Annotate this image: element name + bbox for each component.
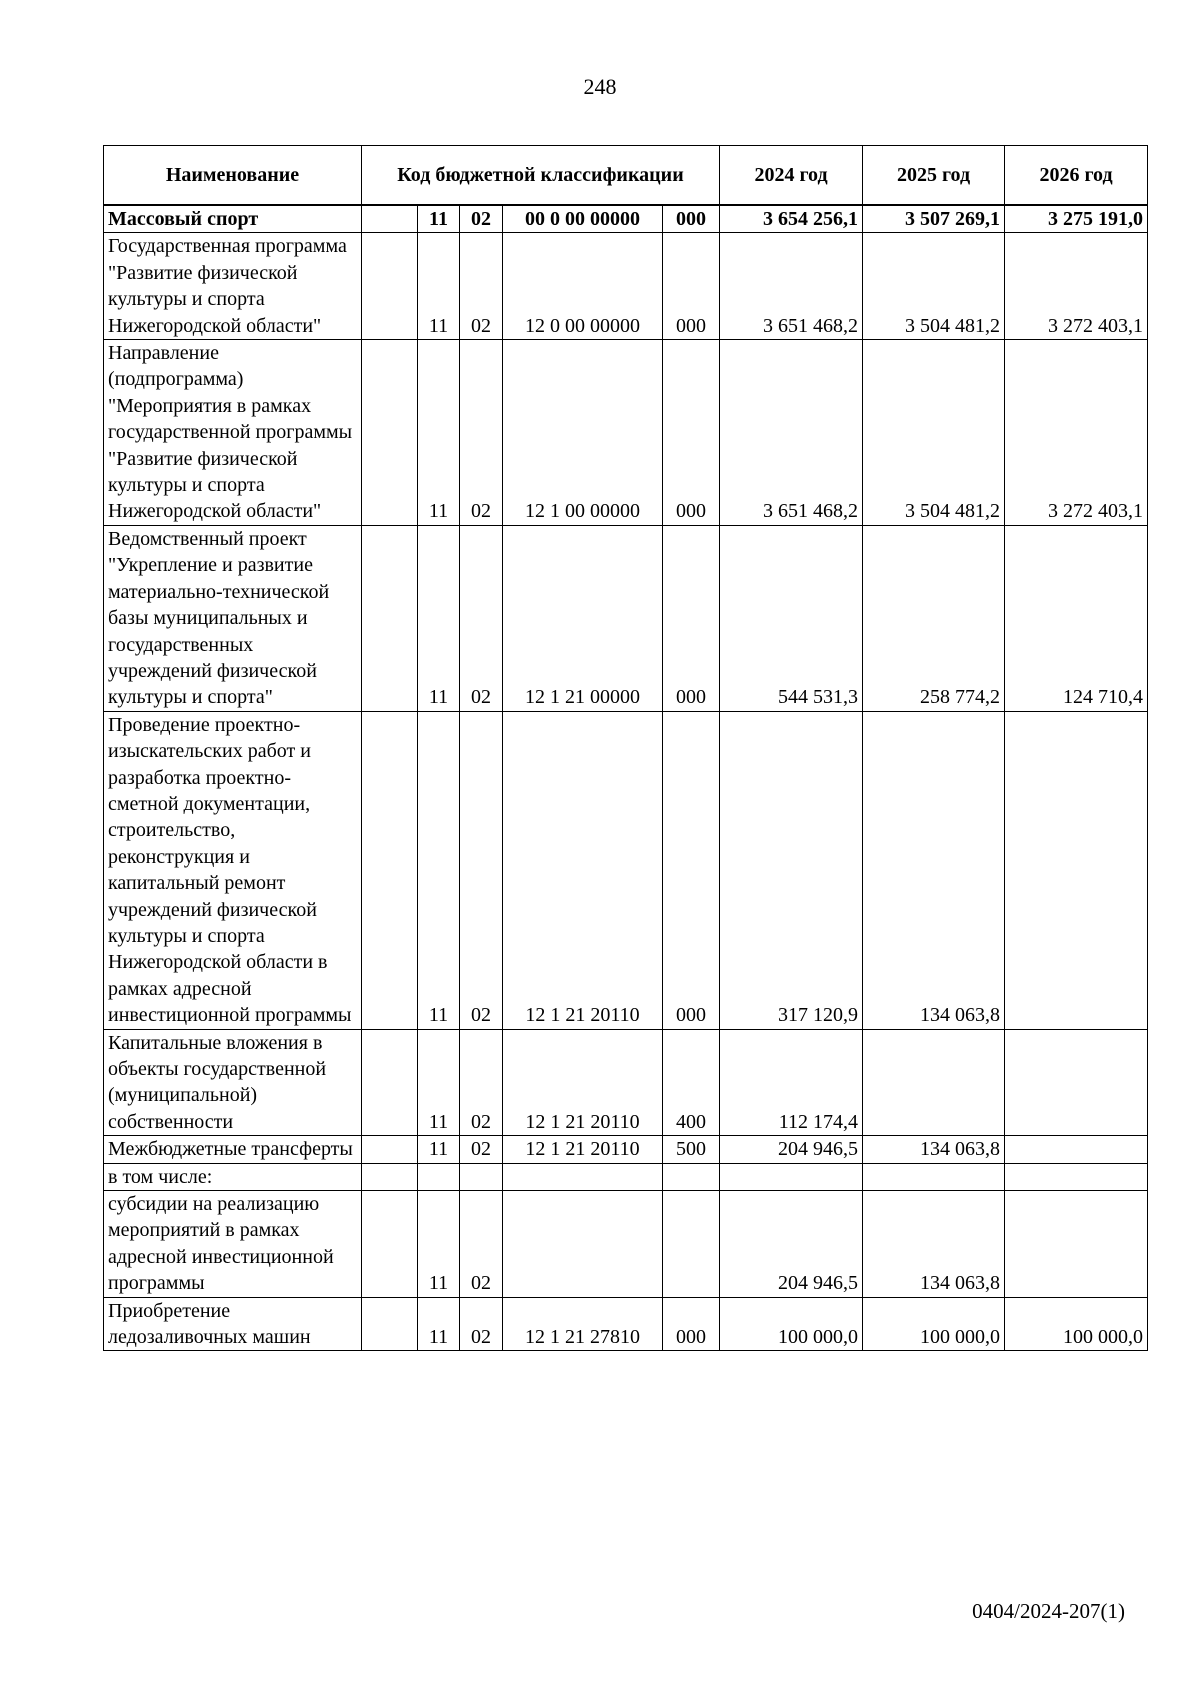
- table-row: [104, 205, 1148, 233]
- row-code-target: 12 1 00 00000: [503, 340, 663, 526]
- table-row: [104, 1136, 1148, 1163]
- row-code-expense: 000: [663, 340, 720, 526]
- row-code-1: [362, 711, 418, 1029]
- row-code-section: 11: [418, 711, 460, 1029]
- row-name: Межбюджетные трансферты: [104, 1136, 362, 1163]
- row-code-target: 12 1 21 27810: [503, 1297, 663, 1351]
- header-2026: 2026 год: [1005, 146, 1148, 206]
- row-code-subsection: 02: [460, 1029, 503, 1136]
- row-name: Массовый спорт: [104, 205, 362, 233]
- budget-table: [103, 145, 1148, 1351]
- row-code-expense: 000: [663, 205, 720, 233]
- row-code-subsection: 02: [460, 1191, 503, 1298]
- row-name: Приобретение ледозаливочных машин: [104, 1297, 362, 1351]
- table-row: [104, 1163, 1148, 1190]
- row-value-2024: 3 651 468,2: [720, 340, 863, 526]
- row-code-1: [362, 205, 418, 233]
- row-code-expense: [663, 1163, 720, 1190]
- row-code-expense: [663, 1191, 720, 1298]
- row-code-target: 12 0 00 00000: [503, 233, 663, 340]
- row-value-2026: 3 272 403,1: [1005, 233, 1148, 340]
- row-value-2025: [863, 1029, 1005, 1136]
- row-code-subsection: 02: [460, 525, 503, 711]
- header-code: Код бюджетной классификации: [362, 146, 720, 206]
- row-code-1: [362, 1029, 418, 1136]
- row-code-target: [503, 1191, 663, 1298]
- row-value-2026: 3 275 191,0: [1005, 205, 1148, 233]
- row-code-target: 00 0 00 00000: [503, 205, 663, 233]
- row-code-1: [362, 233, 418, 340]
- row-code-1: [362, 1163, 418, 1190]
- table-row: [104, 1191, 1148, 1298]
- row-code-subsection: 02: [460, 205, 503, 233]
- row-value-2024: 544 531,3: [720, 525, 863, 711]
- row-value-2024: 3 654 256,1: [720, 205, 863, 233]
- row-name: субсидии на реализацию мероприятий в рамках адресной инвестиционной программы: [104, 1191, 362, 1298]
- table-header-row: [104, 146, 1148, 206]
- row-code-1: [362, 525, 418, 711]
- row-name: Ведомственный проект "Укрепление и развитие материально-технической базы муниципальных и государственных учреждений физической культуры и спорта": [104, 525, 362, 711]
- row-code-section: 11: [418, 1191, 460, 1298]
- row-value-2025: [863, 1163, 1005, 1190]
- row-value-2026: 100 000,0: [1005, 1297, 1148, 1351]
- table-row: [104, 1297, 1148, 1351]
- page-number: 248: [583, 74, 617, 99]
- row-name: Направление (подпрограмма) "Мероприятия в рамках государственной программы "Развитие физической культуры и спорта Нижегородской области": [104, 340, 362, 526]
- row-value-2024: 204 946,5: [720, 1191, 863, 1298]
- row-code-subsection: 02: [460, 340, 503, 526]
- row-name: Проведение проектно-изыскательских работ и разработка проектно-сметной документации, строительство, реконструкция и капитальный ремонт учреждений физической культуры и спорта Нижегородской области в рамках адресной инвестиционной программы: [104, 711, 362, 1029]
- row-code-section: 11: [418, 205, 460, 233]
- table-row: [104, 525, 1148, 711]
- row-code-1: [362, 1136, 418, 1163]
- row-value-2026: [1005, 1191, 1148, 1298]
- row-code-section: 11: [418, 1297, 460, 1351]
- row-value-2025: 134 063,8: [863, 1191, 1005, 1298]
- row-code-target: 12 1 21 20110: [503, 1029, 663, 1136]
- header-2024: 2024 год: [720, 146, 863, 206]
- row-code-1: [362, 1191, 418, 1298]
- row-value-2026: 124 710,4: [1005, 525, 1148, 711]
- row-value-2026: 3 272 403,1: [1005, 340, 1148, 526]
- row-code-section: 11: [418, 233, 460, 340]
- row-code-section: [418, 1163, 460, 1190]
- row-value-2025: 134 063,8: [863, 1136, 1005, 1163]
- row-code-expense: 000: [663, 525, 720, 711]
- row-code-1: [362, 1297, 418, 1351]
- row-value-2026: [1005, 1163, 1148, 1190]
- row-value-2024: 112 174,4: [720, 1029, 863, 1136]
- row-value-2024: 3 651 468,2: [720, 233, 863, 340]
- row-code-target: [503, 1163, 663, 1190]
- row-value-2025: 3 504 481,2: [863, 340, 1005, 526]
- row-value-2024: 100 000,0: [720, 1297, 863, 1351]
- row-code-subsection: [460, 1163, 503, 1190]
- row-code-expense: 000: [663, 711, 720, 1029]
- table-row: [104, 711, 1148, 1029]
- row-value-2025: 100 000,0: [863, 1297, 1005, 1351]
- row-code-section: 11: [418, 340, 460, 526]
- row-code-expense: 400: [663, 1029, 720, 1136]
- row-value-2026: [1005, 711, 1148, 1029]
- row-name: в том числе:: [104, 1163, 362, 1190]
- row-value-2026: [1005, 1029, 1148, 1136]
- row-code-subsection: 02: [460, 1297, 503, 1351]
- row-value-2025: 258 774,2: [863, 525, 1005, 711]
- row-code-section: 11: [418, 1136, 460, 1163]
- row-code-subsection: 02: [460, 711, 503, 1029]
- row-value-2025: 3 504 481,2: [863, 233, 1005, 340]
- row-code-target: 12 1 21 00000: [503, 525, 663, 711]
- row-name: Государственная программа "Развитие физической культуры и спорта Нижегородской области": [104, 233, 362, 340]
- row-code-expense: 500: [663, 1136, 720, 1163]
- row-code-target: 12 1 21 20110: [503, 711, 663, 1029]
- row-code-subsection: 02: [460, 1136, 503, 1163]
- table-row: [104, 340, 1148, 526]
- row-name: Капитальные вложения в объекты государственной (муниципальной) собственности: [104, 1029, 362, 1136]
- row-value-2025: 134 063,8: [863, 711, 1005, 1029]
- row-code-section: 11: [418, 525, 460, 711]
- row-code-subsection: 02: [460, 233, 503, 340]
- row-code-target: 12 1 21 20110: [503, 1136, 663, 1163]
- header-2025: 2025 год: [863, 146, 1005, 206]
- row-value-2026: [1005, 1136, 1148, 1163]
- row-value-2025: 3 507 269,1: [863, 205, 1005, 233]
- row-code-1: [362, 340, 418, 526]
- document-registration-code: 0404/2024-207(1): [972, 1599, 1125, 1623]
- row-code-expense: 000: [663, 233, 720, 340]
- row-value-2024: [720, 1163, 863, 1190]
- row-code-expense: 000: [663, 1297, 720, 1351]
- row-value-2024: 317 120,9: [720, 711, 863, 1029]
- table-row: [104, 1029, 1148, 1136]
- row-code-section: 11: [418, 1029, 460, 1136]
- table-row: [104, 233, 1148, 340]
- header-name: Наименование: [104, 146, 362, 206]
- row-value-2024: 204 946,5: [720, 1136, 863, 1163]
